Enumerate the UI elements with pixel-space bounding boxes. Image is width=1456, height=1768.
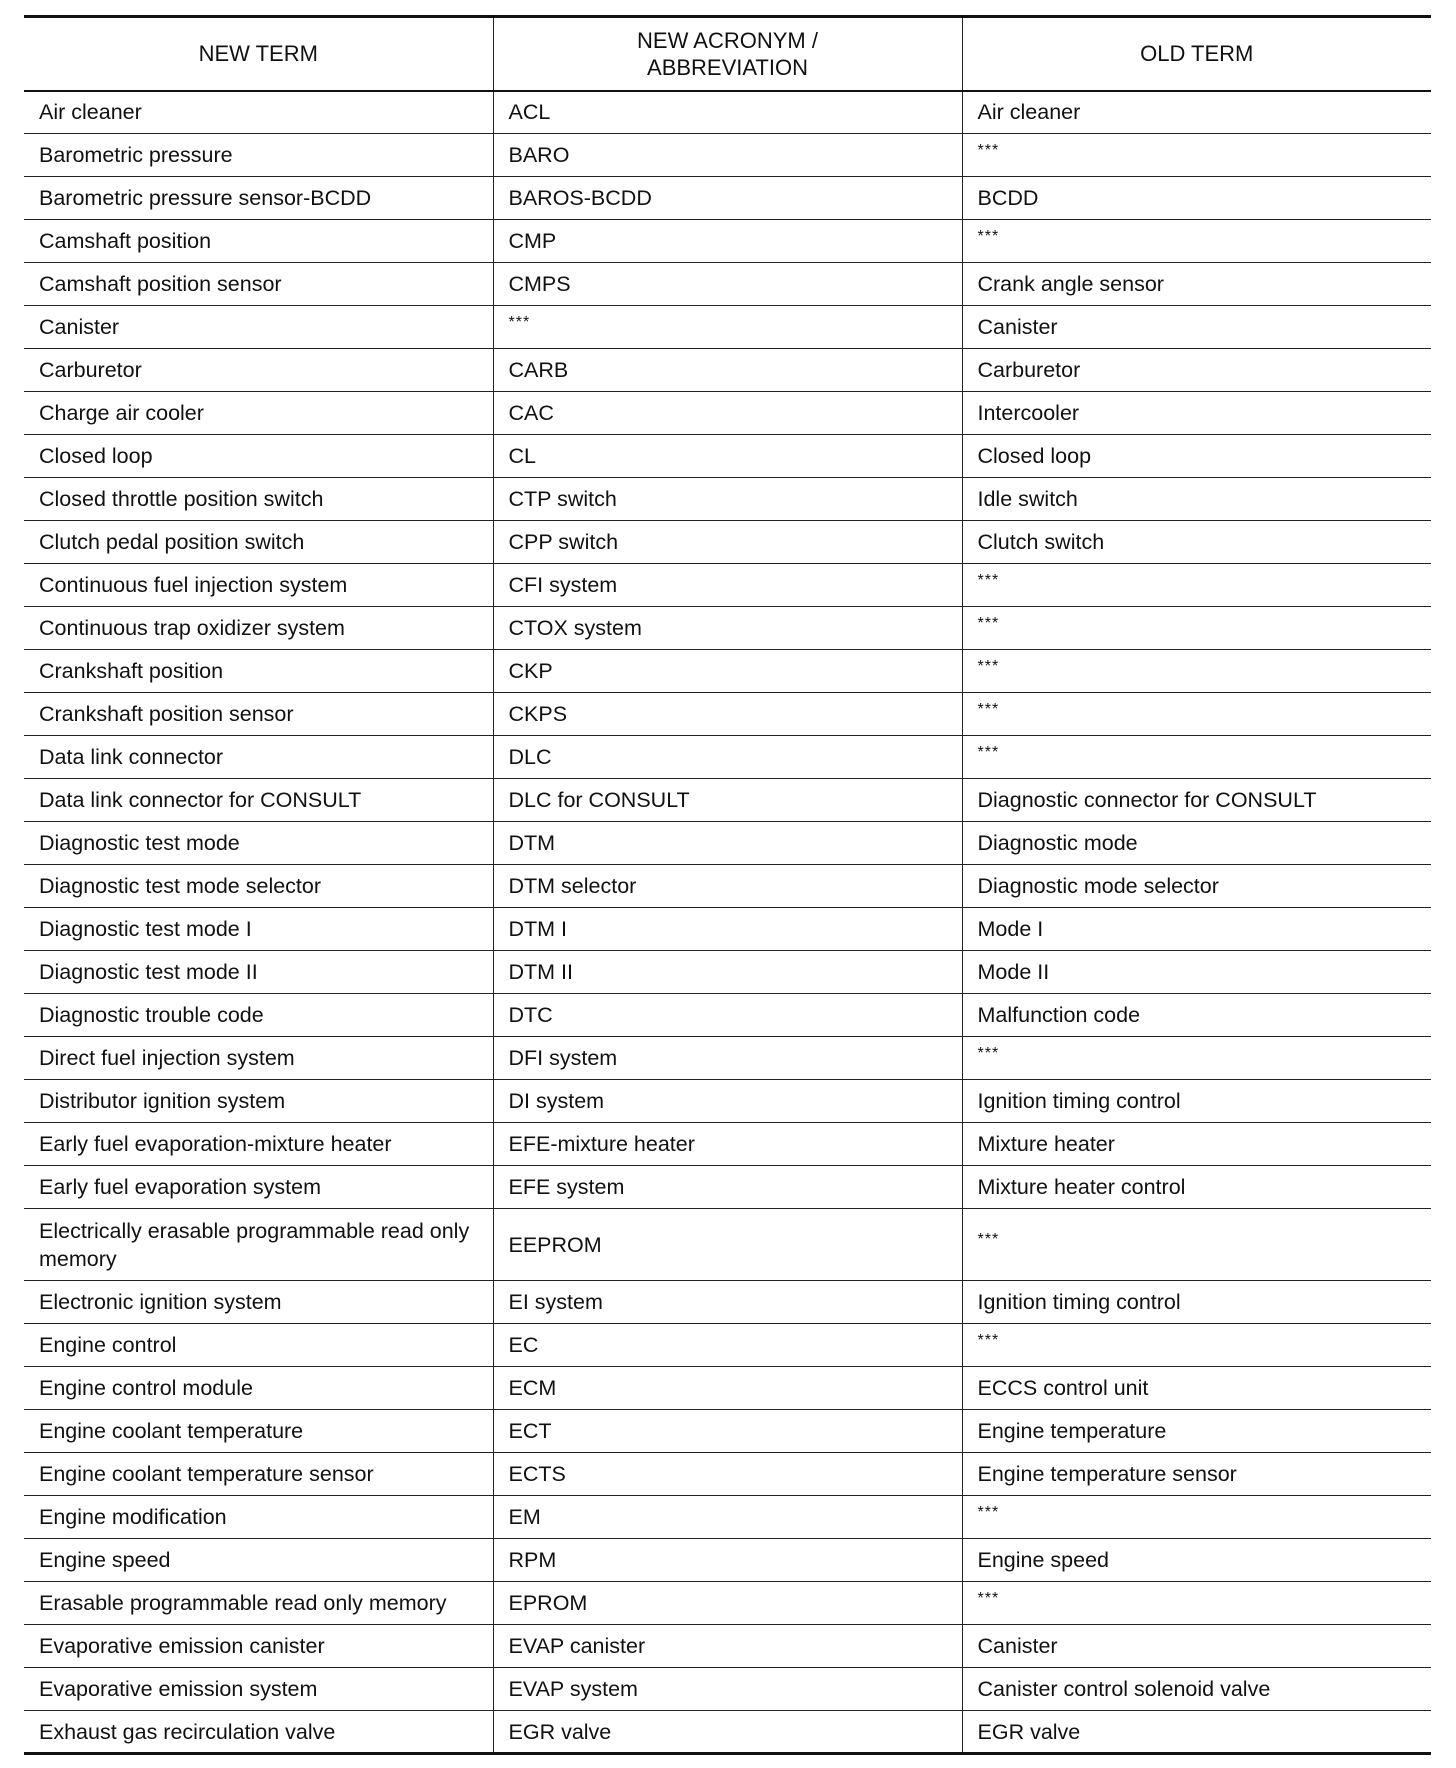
acronym-cell: ECM <box>493 1367 962 1410</box>
new-term-cell: Engine speed <box>24 1539 493 1582</box>
old-term-cell: Idle switch <box>962 478 1431 521</box>
old-term-cell <box>962 693 1431 736</box>
acronym-cell: EGR valve <box>493 1711 962 1754</box>
acronym-cell: DTM II <box>493 951 962 994</box>
table-row <box>24 263 1431 306</box>
table-row <box>24 736 1431 779</box>
acronym-cell: CPP switch <box>493 521 962 564</box>
new-term-cell: Exhaust gas recirculation valve <box>24 1711 493 1754</box>
table-row <box>24 1123 1431 1166</box>
old-term-cell <box>962 650 1431 693</box>
new-term-cell: Barometric pressure sensor-BCDD <box>24 177 493 220</box>
new-term-cell: Camshaft position <box>24 220 493 263</box>
old-term-cell <box>962 220 1431 263</box>
table-row <box>24 822 1431 865</box>
table-row <box>24 1668 1431 1711</box>
new-term-cell: Electrically erasable programmable read only memory <box>24 1209 493 1281</box>
placeholder-asterisks: *** <box>977 1503 1000 1521</box>
table-row <box>24 1037 1431 1080</box>
acronym-cell <box>493 306 962 349</box>
header-new-acronym-line1: NEW ACRONYM / <box>637 27 818 53</box>
acronym-cell: CMP <box>493 220 962 263</box>
table-row <box>24 392 1431 435</box>
table-row <box>24 1539 1431 1582</box>
table-header <box>24 17 1431 91</box>
old-term-cell: Diagnostic connector for CONSULT <box>962 779 1431 822</box>
acronym-cell: EEPROM <box>493 1209 962 1281</box>
placeholder-asterisks: *** <box>977 1589 1000 1607</box>
old-term-cell: Mixture heater <box>962 1123 1431 1166</box>
placeholder-asterisks: *** <box>977 657 1000 675</box>
old-term-cell <box>962 736 1431 779</box>
acronym-cell: DTC <box>493 994 962 1037</box>
acronym-cell: EVAP canister <box>493 1625 962 1668</box>
new-term-cell: Continuous trap oxidizer system <box>24 607 493 650</box>
table-row <box>24 1410 1431 1453</box>
table-row <box>24 1453 1431 1496</box>
acronym-cell: RPM <box>493 1539 962 1582</box>
table-row <box>24 1625 1431 1668</box>
acronym-cell: ACL <box>493 91 962 134</box>
acronym-cell: CFI system <box>493 564 962 607</box>
old-term-cell <box>962 1496 1431 1539</box>
acronym-cell: ECTS <box>493 1453 962 1496</box>
new-term-cell: Diagnostic test mode I <box>24 908 493 951</box>
table-row <box>24 91 1431 134</box>
acronym-cell: EC <box>493 1324 962 1367</box>
old-term-cell: Engine temperature sensor <box>962 1453 1431 1496</box>
acronym-cell: CTP switch <box>493 478 962 521</box>
terminology-table-container <box>24 15 1431 1755</box>
acronym-cell: CKP <box>493 650 962 693</box>
old-term-cell <box>962 1209 1431 1281</box>
table-row <box>24 177 1431 220</box>
table-row <box>24 994 1431 1037</box>
new-term-cell: Engine coolant temperature <box>24 1410 493 1453</box>
acronym-cell: DTM selector <box>493 865 962 908</box>
placeholder-asterisks: *** <box>977 1331 1000 1349</box>
table-row <box>24 435 1431 478</box>
old-term-cell: Canister control solenoid valve <box>962 1668 1431 1711</box>
placeholder-asterisks: *** <box>508 313 531 331</box>
old-term-cell: Carburetor <box>962 349 1431 392</box>
old-term-cell <box>962 607 1431 650</box>
new-term-cell: Direct fuel injection system <box>24 1037 493 1080</box>
new-term-cell: Engine control module <box>24 1367 493 1410</box>
new-term-cell: Clutch pedal position switch <box>24 521 493 564</box>
table-row <box>24 693 1431 736</box>
header-new-term: NEW TERM <box>24 17 493 91</box>
old-term-cell: Canister <box>962 1625 1431 1668</box>
acronym-cell: DLC <box>493 736 962 779</box>
new-term-cell: Erasable programmable read only memory <box>24 1582 493 1625</box>
new-term-cell: Closed loop <box>24 435 493 478</box>
table-row <box>24 650 1431 693</box>
acronym-cell: DLC for CONSULT <box>493 779 962 822</box>
old-term-cell: Crank angle sensor <box>962 263 1431 306</box>
old-term-cell: Malfunction code <box>962 994 1431 1037</box>
table-row <box>24 1367 1431 1410</box>
table-row <box>24 607 1431 650</box>
header-new-acronym <box>493 17 962 91</box>
old-term-cell: Canister <box>962 306 1431 349</box>
table-row <box>24 1166 1431 1209</box>
table-row <box>24 1080 1431 1123</box>
new-term-cell: Early fuel evaporation system <box>24 1166 493 1209</box>
acronym-cell: EFE-mixture heater <box>493 1123 962 1166</box>
table-row <box>24 1711 1431 1754</box>
new-term-cell: Engine coolant temperature sensor <box>24 1453 493 1496</box>
new-term-cell: Early fuel evaporation-mixture heater <box>24 1123 493 1166</box>
table-row <box>24 134 1431 177</box>
old-term-cell: BCDD <box>962 177 1431 220</box>
acronym-cell: DI system <box>493 1080 962 1123</box>
acronym-cell: DTM <box>493 822 962 865</box>
old-term-cell: Ignition timing control <box>962 1080 1431 1123</box>
placeholder-asterisks: *** <box>977 1231 1000 1248</box>
old-term-cell: Engine temperature <box>962 1410 1431 1453</box>
old-term-cell <box>962 134 1431 177</box>
acronym-cell: ECT <box>493 1410 962 1453</box>
acronym-cell: CMPS <box>493 263 962 306</box>
acronym-cell: CL <box>493 435 962 478</box>
old-term-cell: ECCS control unit <box>962 1367 1431 1410</box>
old-term-cell: Mixture heater control <box>962 1166 1431 1209</box>
acronym-cell: EPROM <box>493 1582 962 1625</box>
placeholder-asterisks: *** <box>977 700 1000 718</box>
header-row <box>24 17 1431 91</box>
new-term-cell: Air cleaner <box>24 91 493 134</box>
table-row <box>24 1496 1431 1539</box>
new-term-cell: Evaporative emission canister <box>24 1625 493 1668</box>
placeholder-asterisks: *** <box>977 614 1000 632</box>
new-term-cell: Distributor ignition system <box>24 1080 493 1123</box>
acronym-cell: CAC <box>493 392 962 435</box>
new-term-cell: Engine control <box>24 1324 493 1367</box>
new-term-cell: Crankshaft position sensor <box>24 693 493 736</box>
acronym-cell: BARO <box>493 134 962 177</box>
placeholder-asterisks: *** <box>977 1044 1000 1062</box>
table-row <box>24 951 1431 994</box>
acronym-cell: EI system <box>493 1281 962 1324</box>
acronym-cell: BAROS-BCDD <box>493 177 962 220</box>
new-term-cell: Diagnostic test mode II <box>24 951 493 994</box>
new-term-cell: Canister <box>24 306 493 349</box>
placeholder-asterisks: *** <box>977 227 1000 245</box>
table-row <box>24 564 1431 607</box>
acronym-cell: DFI system <box>493 1037 962 1080</box>
table-row <box>24 349 1431 392</box>
old-term-cell <box>962 1037 1431 1080</box>
old-term-cell: Intercooler <box>962 392 1431 435</box>
old-term-cell: Closed loop <box>962 435 1431 478</box>
table-body <box>24 91 1431 1754</box>
new-term-cell: Diagnostic test mode selector <box>24 865 493 908</box>
old-term-cell: Clutch switch <box>962 521 1431 564</box>
table-row <box>24 779 1431 822</box>
terminology-table <box>24 15 1431 1755</box>
old-term-cell <box>962 1582 1431 1625</box>
acronym-cell: EFE system <box>493 1166 962 1209</box>
acronym-cell: CARB <box>493 349 962 392</box>
table-row <box>24 220 1431 263</box>
new-term-cell: Electronic ignition system <box>24 1281 493 1324</box>
table-row <box>24 908 1431 951</box>
table-row <box>24 521 1431 564</box>
new-term-cell: Diagnostic test mode <box>24 822 493 865</box>
table-row <box>24 1209 1431 1281</box>
placeholder-asterisks: *** <box>977 743 1000 761</box>
new-term-cell: Charge air cooler <box>24 392 493 435</box>
old-term-cell: Mode II <box>962 951 1431 994</box>
table-row <box>24 478 1431 521</box>
table-row <box>24 1582 1431 1625</box>
new-term-cell: Data link connector for CONSULT <box>24 779 493 822</box>
placeholder-asterisks: *** <box>977 141 1000 159</box>
new-term-cell: Evaporative emission system <box>24 1668 493 1711</box>
acronym-cell: CTOX system <box>493 607 962 650</box>
old-term-cell: Diagnostic mode <box>962 822 1431 865</box>
new-term-cell: Diagnostic trouble code <box>24 994 493 1037</box>
new-term-cell: Camshaft position sensor <box>24 263 493 306</box>
new-term-cell: Barometric pressure <box>24 134 493 177</box>
old-term-cell: Ignition timing control <box>962 1281 1431 1324</box>
table-row <box>24 865 1431 908</box>
table-row <box>24 306 1431 349</box>
new-term-cell: Closed throttle position switch <box>24 478 493 521</box>
table-row <box>24 1324 1431 1367</box>
old-term-cell: Engine speed <box>962 1539 1431 1582</box>
old-term-cell: Air cleaner <box>962 91 1431 134</box>
old-term-cell: Diagnostic mode selector <box>962 865 1431 908</box>
acronym-cell: CKPS <box>493 693 962 736</box>
new-term-cell: Continuous fuel injection system <box>24 564 493 607</box>
new-term-cell: Carburetor <box>24 349 493 392</box>
acronym-cell: EM <box>493 1496 962 1539</box>
header-old-term: OLD TERM <box>962 17 1431 91</box>
new-term-cell: Engine modification <box>24 1496 493 1539</box>
new-term-cell: Crankshaft position <box>24 650 493 693</box>
table-row <box>24 1281 1431 1324</box>
old-term-cell <box>962 564 1431 607</box>
acronym-cell: EVAP system <box>493 1668 962 1711</box>
header-new-acronym-line2: ABBREVIATION <box>647 54 808 80</box>
acronym-cell: DTM I <box>493 908 962 951</box>
old-term-cell <box>962 1324 1431 1367</box>
new-term-cell: Data link connector <box>24 736 493 779</box>
placeholder-asterisks: *** <box>977 571 1000 589</box>
old-term-cell: EGR valve <box>962 1711 1431 1754</box>
old-term-cell: Mode I <box>962 908 1431 951</box>
